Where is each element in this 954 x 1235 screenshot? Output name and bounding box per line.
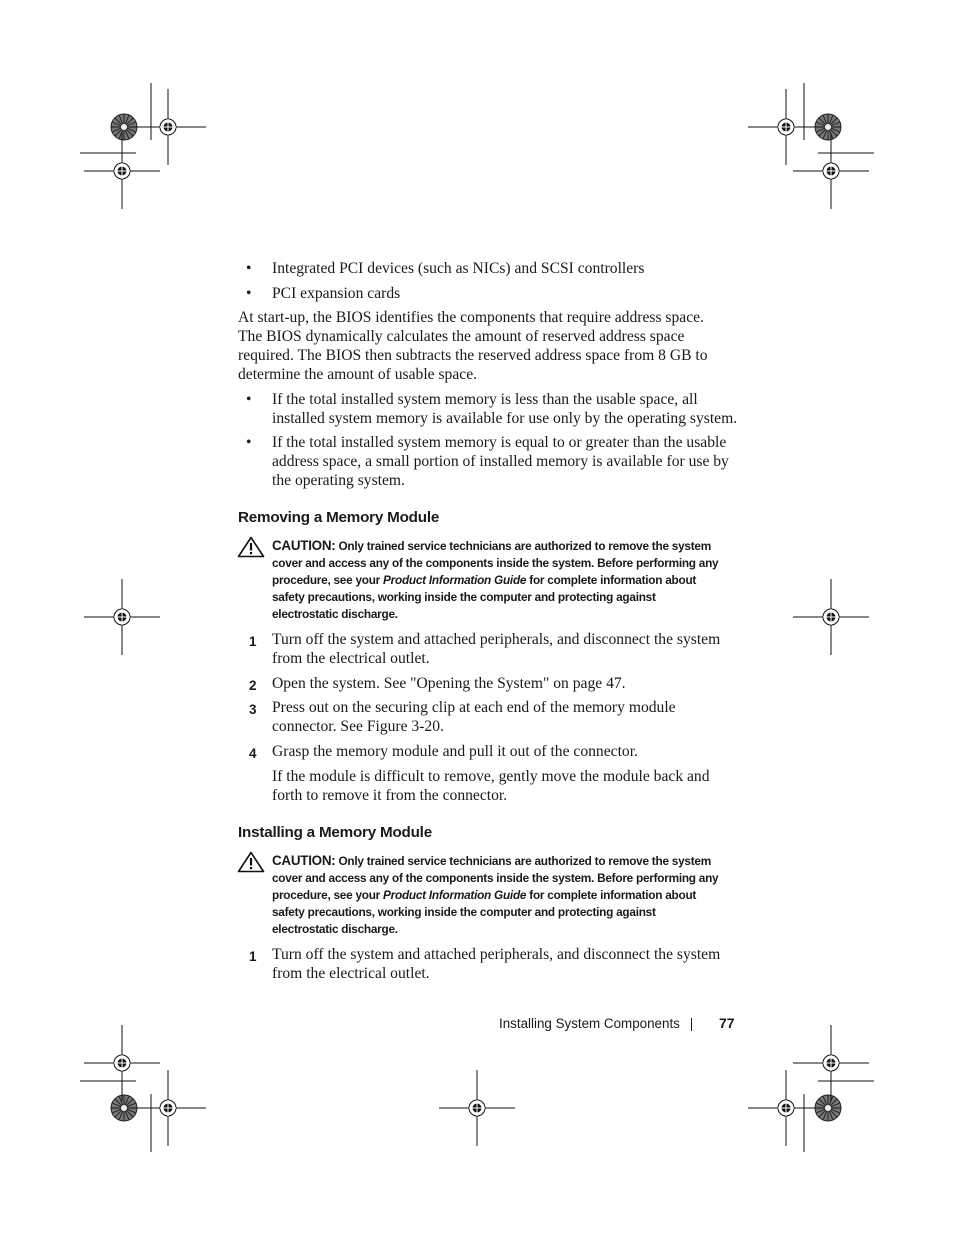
step-text-line: Open the system. See "Opening the System" on page 47. [272, 675, 626, 692]
bullet-icon: • [246, 434, 252, 451]
warning-triangle-icon [237, 536, 265, 558]
paragraph-line: The BIOS dynamically calculates the amount of reserved address space [238, 328, 685, 345]
step-text-line: Turn off the system and attached peripherals, and disconnect the system [272, 946, 721, 963]
caution-line: procedure, see your Product Information Guide for complete information about [272, 888, 697, 902]
warning-triangle-icon [237, 851, 265, 873]
step-text-line: Press out on the securing clip at each end of the memory module [272, 699, 676, 716]
registration-crosshair-icon [84, 133, 160, 209]
caution-label: CAUTION: [272, 538, 336, 553]
registration-crosshair-icon [130, 89, 206, 165]
bullet-icon: • [246, 260, 252, 277]
caution-emphasis: Product Information Guide [383, 573, 527, 587]
registration-crosshair-icon [793, 1025, 869, 1101]
caution-line: electrostatic discharge. [272, 922, 398, 936]
list-item-line: the operating system. [272, 472, 405, 489]
list-item-line: address space, a small portion of installed memory is available for use by [272, 453, 729, 470]
section-heading-installing: Installing a Memory Module [238, 824, 432, 841]
caution-line: CAUTION: Only trained service technicians are authorized to remove the system [272, 538, 711, 553]
step-text-line: from the electrical outlet. [272, 965, 430, 982]
bullet-icon: • [246, 285, 252, 302]
step-number: 3 [249, 702, 257, 717]
caution-line: procedure, see your Product Information Guide for complete information about [272, 573, 697, 587]
step-number: 4 [249, 746, 257, 761]
registration-crosshair-icon [439, 1070, 515, 1146]
step-note-line: forth to remove it from the connector. [272, 787, 508, 804]
caution-notice [272, 852, 747, 938]
caution-line: cover and access any of the components inside the system. Before performing any [272, 871, 719, 885]
registration-crosshair-icon [130, 1070, 206, 1146]
caution-line: safety precautions, working inside the computer and protecting against [272, 590, 656, 604]
registration-crosshair-icon [84, 1025, 160, 1101]
registration-crosshair-icon [84, 579, 160, 655]
registration-crosshair-icon [793, 133, 869, 209]
caution-label: CAUTION: [272, 853, 336, 868]
caution-line: electrostatic discharge. [272, 607, 398, 621]
step-number: 1 [249, 634, 257, 649]
step-text-line: connector. See Figure 3-20. [272, 718, 444, 735]
registration-crosshair-icon [748, 1070, 824, 1146]
list-item: PCI expansion cards [272, 285, 401, 302]
caution-line: CAUTION: Only trained service technicians are authorized to remove the system [272, 853, 711, 868]
section-heading-removing: Removing a Memory Module [238, 509, 440, 526]
list-item-line: If the total installed system memory is equal to or greater than the usable [272, 434, 727, 451]
footer-divider [691, 1018, 692, 1031]
step-note-line: If the module is difficult to remove, gently move the module back and [272, 768, 710, 785]
step-text-line: Grasp the memory module and pull it out of the connector. [272, 743, 638, 760]
caution-emphasis: Product Information Guide [383, 888, 527, 902]
page-number: 77 [719, 1015, 735, 1031]
step-number: 1 [249, 949, 257, 964]
list-item-line: If the total installed system memory is less than the usable space, all [272, 391, 698, 408]
step-text-line: Turn off the system and attached peripherals, and disconnect the system [272, 631, 721, 648]
list-item: Integrated PCI devices (such as NICs) and SCSI controllers [272, 260, 645, 277]
registration-crosshair-icon [748, 89, 824, 165]
paragraph-line: required. The BIOS then subtracts the reserved address space from 8 GB to [238, 347, 708, 364]
caution-notice [272, 537, 747, 623]
registration-crosshair-icon [793, 579, 869, 655]
footer-section-title: Installing System Components [499, 1016, 680, 1031]
step-text-line: from the electrical outlet. [272, 650, 430, 667]
list-item-line: installed system memory is available for use only by the operating system. [272, 410, 738, 427]
paragraph-line: At start-up, the BIOS identifies the components that require address space. [238, 309, 704, 326]
bullet-icon: • [246, 391, 252, 408]
step-number: 2 [249, 678, 257, 693]
caution-line: safety precautions, working inside the computer and protecting against [272, 905, 656, 919]
caution-line: cover and access any of the components inside the system. Before performing any [272, 556, 719, 570]
paragraph-line: determine the amount of usable space. [238, 366, 478, 383]
